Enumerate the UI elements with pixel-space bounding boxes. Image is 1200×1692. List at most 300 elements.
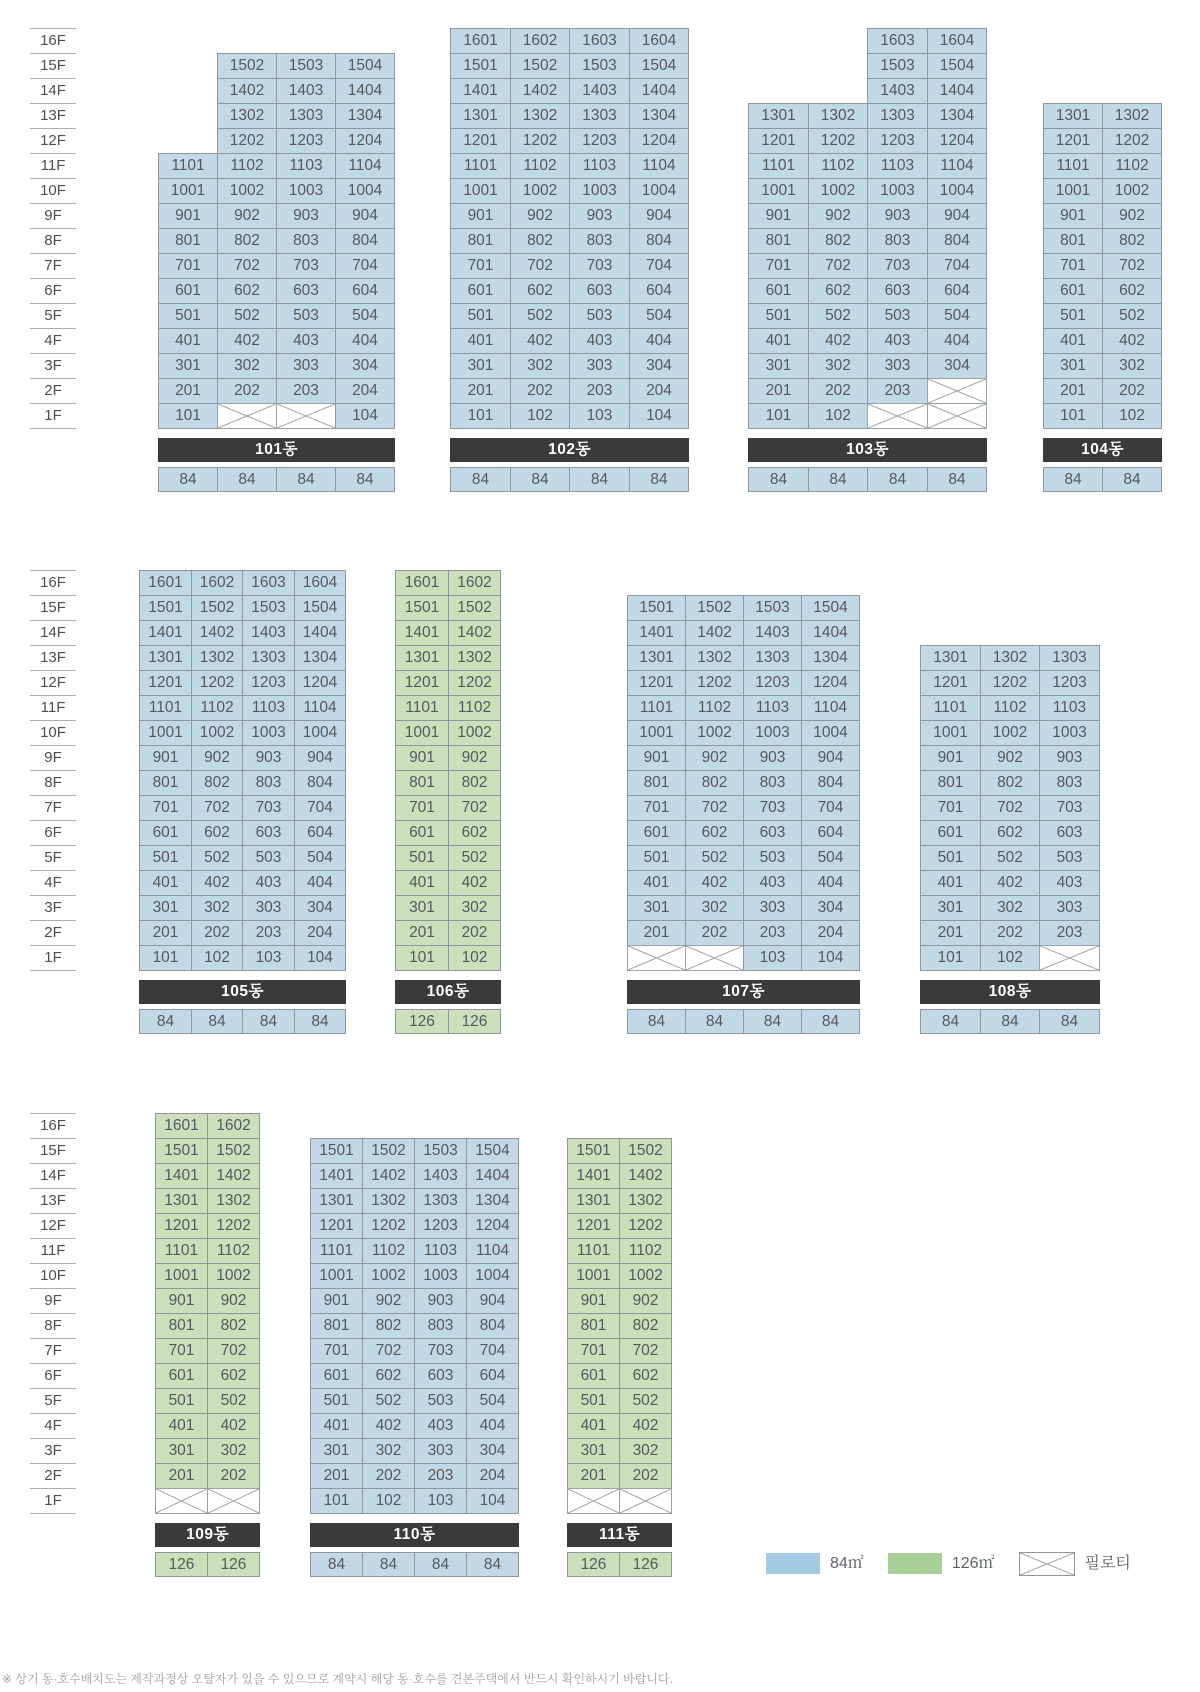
unit-cell: 801 [1043,228,1103,254]
unit-cell: 1103 [867,153,928,179]
unit-cell: 201 [748,378,809,404]
unit-cell: 1002 [808,178,868,204]
unit-cell: 203 [569,378,630,404]
unit-cell: 1402 [510,78,570,104]
unit-cell: 502 [191,845,243,871]
unit-cell: 1101 [310,1238,363,1264]
unit-cell: 204 [801,920,860,946]
area-cell: 84 [466,1552,519,1577]
floor-divider-line [30,795,76,796]
unit-cell: 1504 [335,53,395,79]
unit-cell: 203 [1039,920,1100,946]
unit-cell: 601 [155,1363,208,1389]
floor-label: 8F [44,774,62,791]
unit-cell: 703 [743,795,802,821]
unit-cell: 901 [920,745,981,771]
building-name-bar: 101동 [158,438,395,462]
unit-cell: 1302 [448,645,501,671]
unit-cell: 402 [217,328,277,354]
unit-cell: 1303 [414,1188,467,1214]
unit-cell: 1101 [395,695,449,721]
unit-cell: 601 [627,820,686,846]
unit-cell: 602 [980,820,1040,846]
unit-cell: 101 [158,403,218,429]
unit-cell: 1401 [627,620,686,646]
unit-cell: 203 [242,920,295,946]
unit-cell: 1304 [466,1188,519,1214]
unit-cell: 1501 [450,53,511,79]
unit-cell: 1104 [294,695,346,721]
unit-cell: 301 [155,1438,208,1464]
unit-cell: 1402 [619,1163,672,1189]
unit-cell: 901 [155,1288,208,1314]
unit-cell: 503 [242,845,295,871]
unit-cell: 802 [685,770,744,796]
unit-cell: 701 [1043,253,1103,279]
unit-cell: 904 [801,745,860,771]
unit-cell: 1503 [242,595,295,621]
unit-cell: 503 [743,845,802,871]
unit-cell: 601 [920,820,981,846]
unit-cell: 1202 [619,1213,672,1239]
unit-cell: 502 [510,303,570,329]
unit-cell: 702 [362,1338,415,1364]
unit-cell: 1504 [927,53,987,79]
unit-cell: 302 [808,353,868,379]
unit-cell: 103 [242,945,295,971]
unit-cell: 202 [510,378,570,404]
unit-cell: 1202 [1102,128,1162,154]
piloti-cross-icon [1040,946,1099,970]
unit-cell: 1303 [743,645,802,671]
building-name-bar: 106동 [395,980,501,1004]
area-cell: 84 [294,1009,346,1034]
unit-cell: 501 [139,845,192,871]
area-cell: 126 [395,1009,449,1034]
unit-cell: 1503 [569,53,630,79]
unit-cell: 402 [980,870,1040,896]
footer-note: ※ 상기 동·호수배치도는 제작과정상 오탈자가 있을 수 있으므로 계약시 해당 동·호수를 견본주택에서 반드시 확인하시기 바랍니다. [2,1672,673,1686]
unit-cell: 202 [362,1463,415,1489]
unit-cell: 1202 [808,128,868,154]
floor-divider-line [30,1438,76,1439]
unit-cell: 1502 [685,595,744,621]
unit-cell: 304 [927,353,987,379]
unit-cell: 901 [627,745,686,771]
floor-divider-line [30,595,76,596]
unit-cell: 1102 [808,153,868,179]
unit-cell: 1501 [395,595,449,621]
floor-label: 12F [40,132,66,149]
unit-cell: 1403 [743,620,802,646]
unit-cell: 304 [801,895,860,921]
floor-divider-line [30,1388,76,1389]
unit-cell: 1503 [414,1138,467,1164]
unit-cell: 902 [448,745,501,771]
unit-cell: 302 [619,1438,672,1464]
unit-cell: 1502 [619,1138,672,1164]
unit-cell: 103 [743,945,802,971]
unit-cell: 701 [139,795,192,821]
area-cell: 126 [619,1552,672,1577]
unit-cell: 201 [158,378,218,404]
unit-cell: 1202 [510,128,570,154]
unit-cell: 1604 [629,28,689,54]
unit-cell: 1301 [139,645,192,671]
piloti-cell [155,1488,208,1514]
unit-cell: 802 [217,228,277,254]
unit-cell: 503 [1039,845,1100,871]
unit-cell: 804 [335,228,395,254]
unit-cell: 701 [567,1338,620,1364]
area-cell: 84 [191,1009,243,1034]
unit-cell: 1003 [414,1263,467,1289]
unit-cell: 402 [191,870,243,896]
floor-divider-line [30,103,76,104]
unit-cell: 902 [685,745,744,771]
unit-cell: 1601 [450,28,511,54]
unit-cell: 1003 [276,178,336,204]
unit-cell: 401 [395,870,449,896]
area-cell: 84 [450,467,511,492]
unit-cell: 704 [335,253,395,279]
building-name-bar: 104동 [1043,438,1162,462]
unit-cell: 1104 [335,153,395,179]
unit-cell: 902 [217,203,277,229]
unit-cell: 602 [1102,278,1162,304]
unit-cell: 502 [1102,303,1162,329]
unit-cell: 702 [217,253,277,279]
unit-cell: 1504 [294,595,346,621]
unit-cell: 204 [466,1463,519,1489]
unit-cell: 701 [450,253,511,279]
unit-cell: 1204 [466,1213,519,1239]
floor-label: 6F [44,824,62,841]
unit-cell: 401 [627,870,686,896]
unit-cell: 802 [510,228,570,254]
unit-cell: 503 [867,303,928,329]
legend-item-126 [888,1553,995,1574]
floor-label: 11F [40,1242,66,1259]
unit-cell: 602 [619,1363,672,1389]
unit-cell: 102 [448,945,501,971]
unit-cell: 202 [217,378,277,404]
unit-cell: 1302 [191,645,243,671]
unit-cell: 301 [748,353,809,379]
unit-cell: 202 [685,920,744,946]
unit-cell: 1101 [1043,153,1103,179]
unit-cell: 402 [448,870,501,896]
floor-divider-line [30,1113,76,1114]
unit-cell: 401 [155,1413,208,1439]
unit-cell: 1602 [448,570,501,596]
unit-cell: 502 [619,1388,672,1414]
area-cell: 84 [217,467,277,492]
unit-cell: 1402 [217,78,277,104]
floor-label: 14F [40,624,66,641]
unit-cell: 303 [569,353,630,379]
unit-cell: 1304 [629,103,689,129]
floor-divider-line [30,328,76,329]
legend-swatch-piloti [1019,1552,1075,1576]
unit-cell: 1302 [217,103,277,129]
area-cell: 84 [414,1552,467,1577]
unit-cell: 1104 [466,1238,519,1264]
unit-cell: 201 [567,1463,620,1489]
floor-label: 13F [40,649,66,666]
floor-label: 15F [40,1142,66,1159]
unit-cell: 1303 [867,103,928,129]
piloti-cell [685,945,744,971]
unit-cell: 1004 [335,178,395,204]
floor-divider-line [30,820,76,821]
unit-cell: 301 [920,895,981,921]
unit-cell: 604 [801,820,860,846]
unit-cell: 702 [207,1338,260,1364]
unit-cell: 804 [466,1313,519,1339]
unit-cell: 1001 [748,178,809,204]
floor-divider-line [30,203,76,204]
unit-cell: 1204 [294,670,346,696]
floor-divider-line [30,695,76,696]
piloti-cross-icon [620,1489,671,1513]
unit-cell: 602 [448,820,501,846]
floor-divider-line [30,620,76,621]
unit-cell: 901 [395,745,449,771]
unit-cell: 501 [450,303,511,329]
unit-cell: 1003 [242,720,295,746]
unit-cell: 102 [191,945,243,971]
unit-cell: 1102 [619,1238,672,1264]
unit-cell: 1004 [294,720,346,746]
unit-cell: 102 [362,1488,415,1514]
unit-cell: 1101 [748,153,809,179]
floor-label: 9F [44,749,62,766]
unit-cell: 502 [207,1388,260,1414]
unit-cell: 301 [1043,353,1103,379]
floor-label: 3F [44,899,62,916]
unit-cell: 501 [567,1388,620,1414]
unit-cell: 1503 [743,595,802,621]
unit-cell: 301 [139,895,192,921]
area-cell: 84 [927,467,987,492]
floor-label: 5F [44,307,62,324]
unit-cell: 903 [867,203,928,229]
floor-label: 12F [40,674,66,691]
unit-cell: 1203 [743,670,802,696]
legend [766,1551,1131,1576]
floor-label: 10F [40,182,66,199]
building-name-bar: 102동 [450,438,689,462]
unit-cell: 801 [748,228,809,254]
unit-cell: 1001 [155,1263,208,1289]
floor-divider-line [30,1338,76,1339]
floor-divider-line [30,428,76,429]
unit-cell: 603 [1039,820,1100,846]
area-cell: 84 [980,1009,1040,1034]
floor-divider-line [30,645,76,646]
unit-cell: 1004 [801,720,860,746]
unit-cell: 903 [414,1288,467,1314]
unit-cell: 601 [450,278,511,304]
unit-cell: 603 [867,278,928,304]
unit-cell: 801 [158,228,218,254]
unit-cell: 804 [801,770,860,796]
piloti-cell [1039,945,1100,971]
unit-cell: 1402 [685,620,744,646]
floor-label: 14F [40,1167,66,1184]
unit-cell: 801 [139,770,192,796]
unit-cell: 501 [395,845,449,871]
area-cell: 126 [567,1552,620,1577]
area-cell: 84 [362,1552,415,1577]
unit-cell: 1501 [627,595,686,621]
floor-divider-line [30,1213,76,1214]
floor-label: 13F [40,107,66,124]
floor-divider-line [30,1413,76,1414]
unit-cell: 104 [466,1488,519,1514]
unit-cell: 202 [191,920,243,946]
unit-cell: 1301 [748,103,809,129]
unit-cell: 403 [569,328,630,354]
floor-label: 5F [44,1392,62,1409]
unit-cell: 703 [569,253,630,279]
unit-cell: 401 [310,1413,363,1439]
unit-cell: 702 [510,253,570,279]
unit-cell: 703 [242,795,295,821]
area-cell: 84 [627,1009,686,1034]
area-cell: 84 [569,467,630,492]
unit-cell: 202 [448,920,501,946]
legend-label: 필로티 [1084,1554,1131,1572]
unit-cell: 1601 [395,570,449,596]
legend-label: 84㎡ [830,1554,864,1572]
unit-cell: 202 [980,920,1040,946]
unit-cell: 1001 [920,720,981,746]
unit-cell: 702 [808,253,868,279]
unit-cell: 703 [414,1338,467,1364]
unit-cell: 1401 [139,620,192,646]
unit-cell: 1104 [801,695,860,721]
floor-divider-line [30,1363,76,1364]
unit-cell: 302 [685,895,744,921]
unit-cell: 1204 [801,670,860,696]
unit-cell: 703 [276,253,336,279]
unit-cell: 403 [867,328,928,354]
unit-cell: 1302 [808,103,868,129]
unit-cell: 1301 [920,645,981,671]
unit-cell: 401 [450,328,511,354]
unit-cell: 202 [207,1463,260,1489]
building-name-bar: 108동 [920,980,1100,1004]
unit-cell: 604 [335,278,395,304]
unit-cell: 603 [743,820,802,846]
unit-cell: 103 [569,403,630,429]
unit-cell: 301 [310,1438,363,1464]
floor-divider-line [30,920,76,921]
unit-cell: 902 [808,203,868,229]
unit-cell: 1001 [158,178,218,204]
piloti-cell [927,378,987,404]
legend-label: 126㎡ [951,1554,995,1572]
unit-cell: 1502 [362,1138,415,1164]
unit-cell: 1404 [927,78,987,104]
floor-divider-line [30,895,76,896]
area-cell: 84 [335,467,395,492]
unit-cell: 1204 [629,128,689,154]
unit-cell: 1501 [155,1138,208,1164]
unit-cell: 902 [362,1288,415,1314]
unit-cell: 1101 [139,695,192,721]
unit-cell: 1202 [362,1213,415,1239]
unit-cell: 902 [980,745,1040,771]
unit-cell: 1101 [627,695,686,721]
unit-cell: 603 [414,1363,467,1389]
unit-cell: 903 [1039,745,1100,771]
unit-cell: 1101 [450,153,511,179]
unit-cell: 802 [619,1313,672,1339]
floor-label: 1F [44,949,62,966]
unit-cell: 1001 [1043,178,1103,204]
area-cell: 84 [242,1009,295,1034]
unit-cell: 301 [395,895,449,921]
unit-cell: 1203 [569,128,630,154]
unit-cell: 203 [276,378,336,404]
floor-divider-line [30,845,76,846]
unit-cell: 601 [567,1363,620,1389]
area-cell: 84 [801,1009,860,1034]
unit-cell: 902 [619,1288,672,1314]
area-cell: 84 [1043,467,1103,492]
floor-label: 4F [44,332,62,349]
unit-cell: 402 [207,1413,260,1439]
unit-cell: 1601 [155,1113,208,1139]
unit-cell: 1401 [567,1163,620,1189]
unit-cell: 303 [1039,895,1100,921]
area-cell: 84 [310,1552,363,1577]
unit-cell: 802 [362,1313,415,1339]
unit-cell: 1201 [139,670,192,696]
building-name-bar: 103동 [748,438,987,462]
unit-cell: 704 [466,1338,519,1364]
unit-cell: 801 [920,770,981,796]
floor-divider-line [30,745,76,746]
unit-cell: 701 [627,795,686,821]
legend-swatch-84 [766,1553,820,1574]
unit-cell: 404 [466,1413,519,1439]
unit-cell: 302 [1102,353,1162,379]
unit-cell: 1301 [155,1188,208,1214]
unit-cell: 203 [743,920,802,946]
unit-cell: 802 [207,1313,260,1339]
unit-cell: 701 [748,253,809,279]
unit-cell: 101 [310,1488,363,1514]
building-name-bar: 110동 [310,1523,519,1547]
unit-cell: 1302 [685,645,744,671]
unit-cell: 502 [448,845,501,871]
unit-cell: 803 [867,228,928,254]
unit-cell: 601 [158,278,218,304]
unit-cell: 1101 [567,1238,620,1264]
unit-cell: 904 [335,203,395,229]
floor-label: 9F [44,207,62,224]
unit-cell: 1401 [450,78,511,104]
unit-cell: 1101 [155,1238,208,1264]
area-cell: 84 [808,467,868,492]
piloti-cross-icon [686,946,743,970]
floor-label: 11F [40,699,66,716]
unit-cell: 803 [276,228,336,254]
